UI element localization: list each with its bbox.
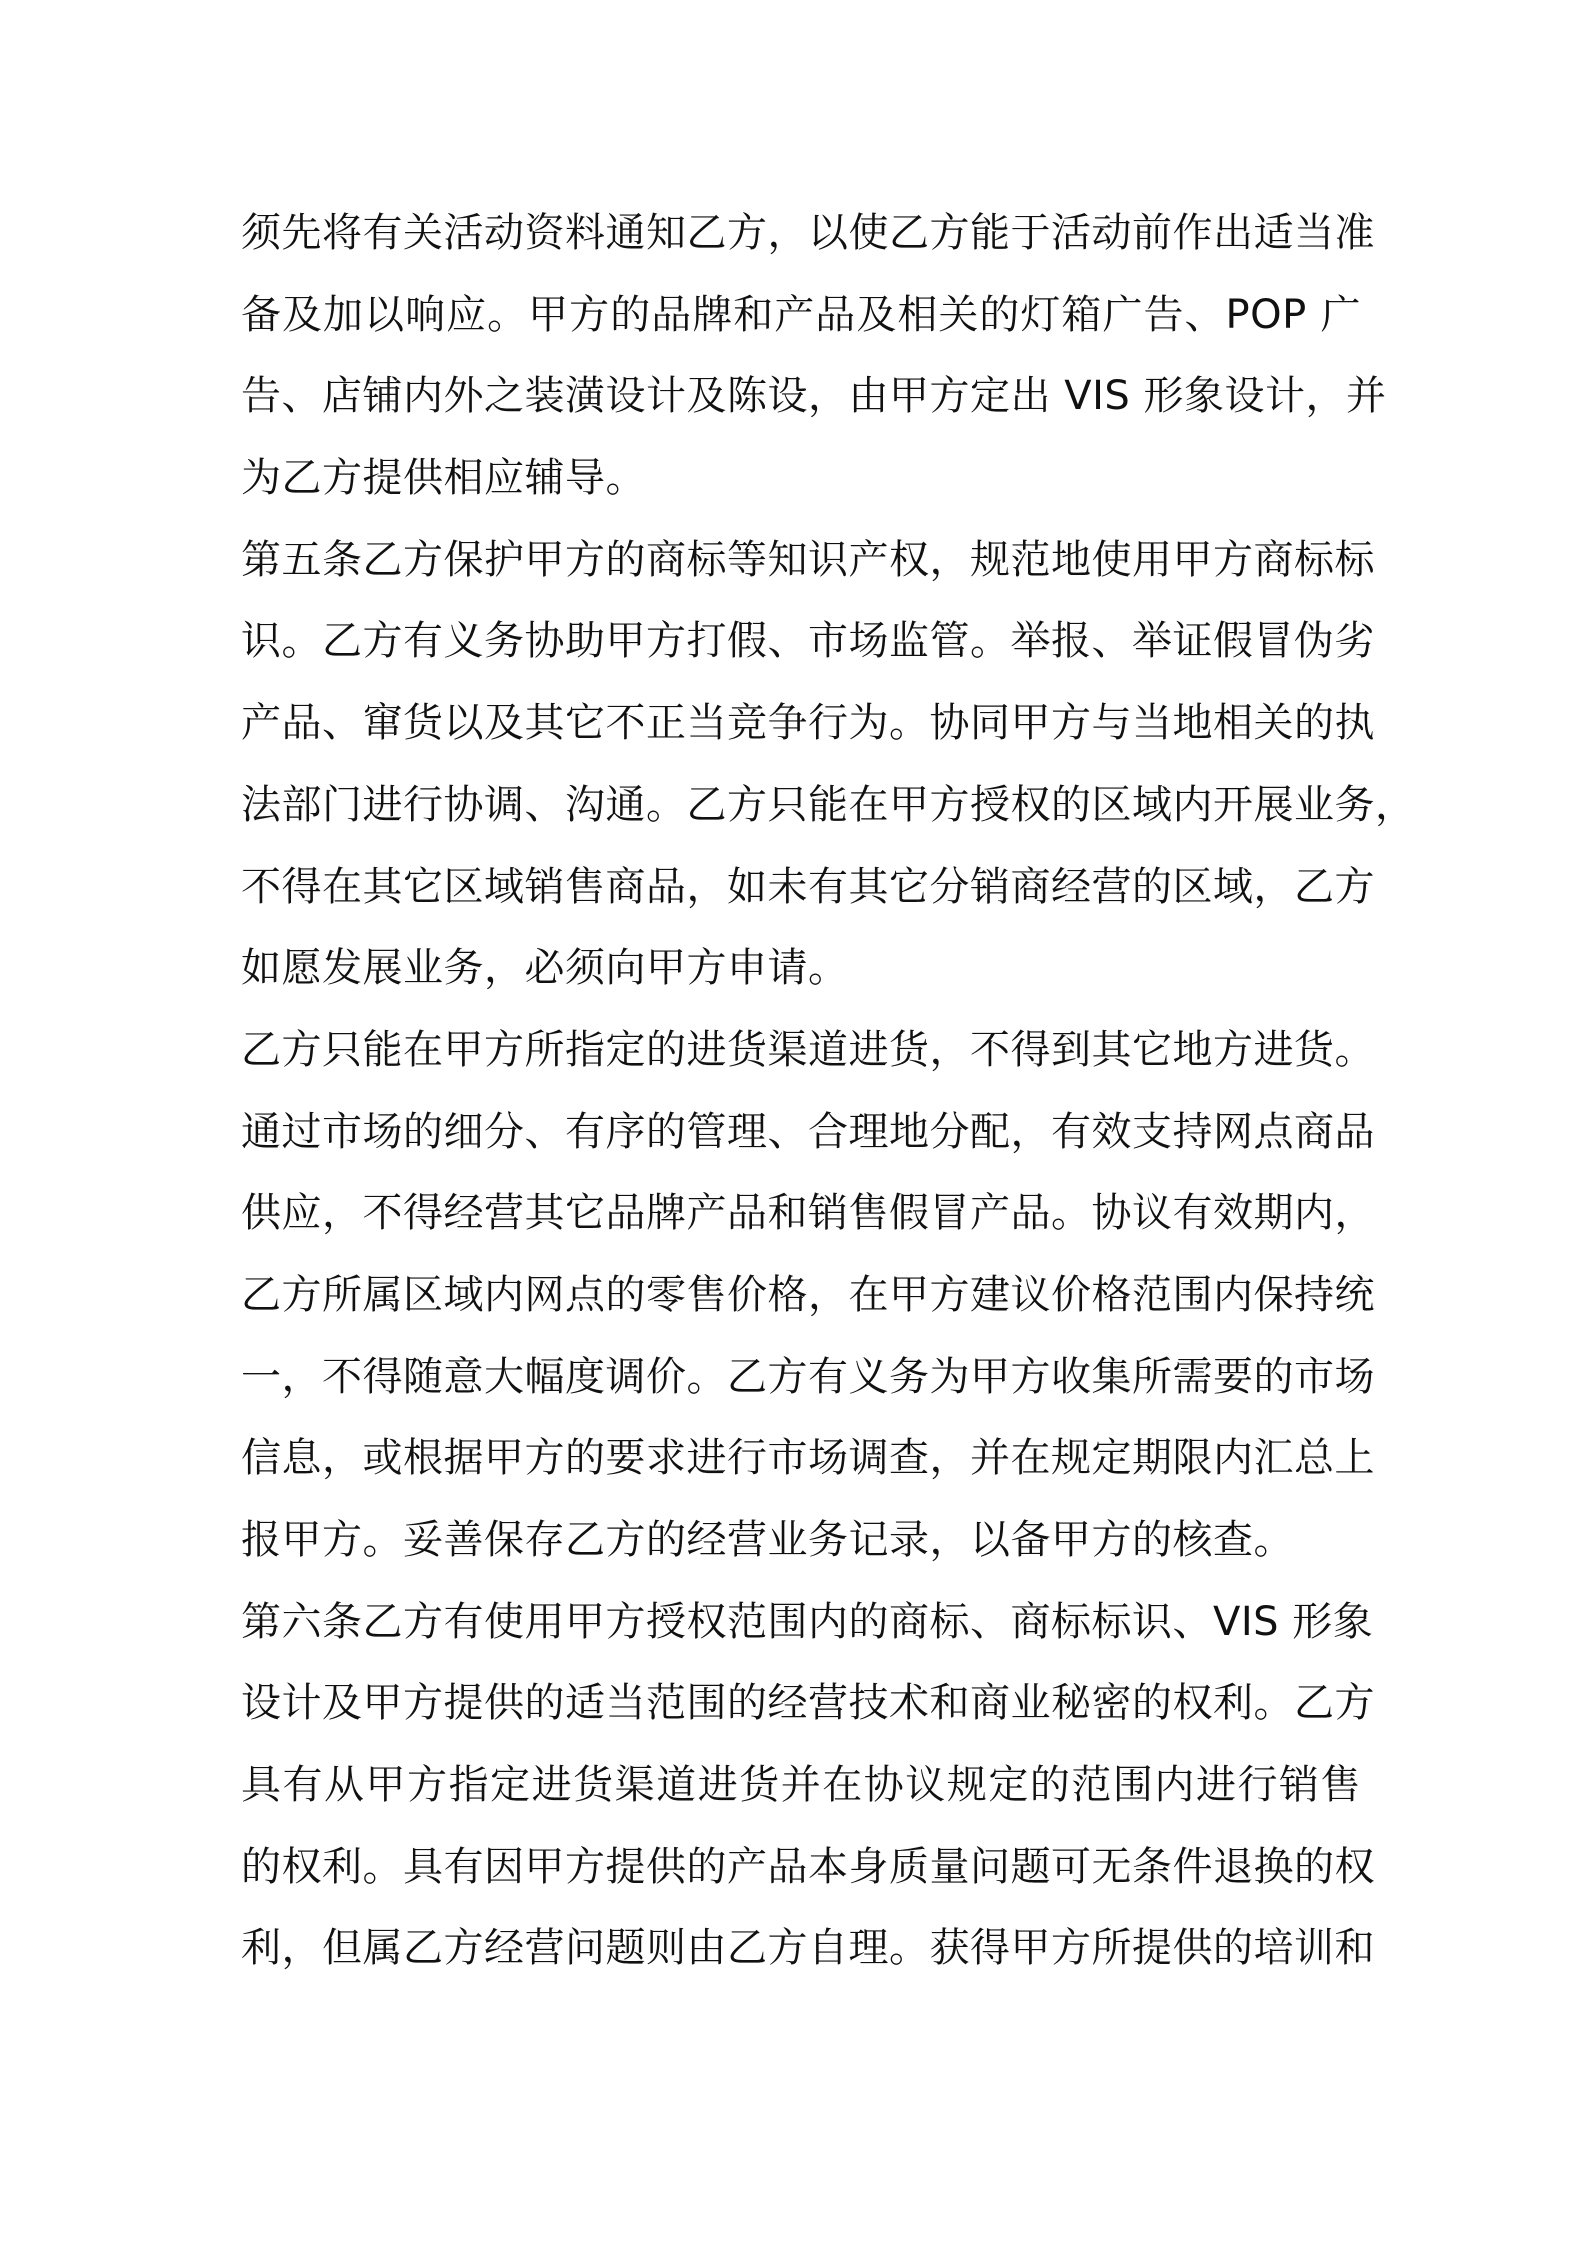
text-line-21: 的权利。具有因甲方提供的产品本身质量问题可无条件退换的权 [241, 1843, 1375, 1890]
text-line-4: 为乙方提供相应辅导。 [241, 455, 646, 502]
text-line-19: 设计及甲方提供的适当范围的经营技术和商业秘密的权利。乙方 [241, 1680, 1375, 1727]
text-line-16: 信息，或根据甲方的要求进行市场调查，并在规定期限内汇总上 [241, 1435, 1375, 1482]
text-line-11: 乙方只能在甲方所指定的进货渠道进货，不得到其它地方进货。 [241, 1026, 1375, 1073]
text-line-3: 告、店铺内外之装潢设计及陈设，由甲方定出 VIS 形象设计，并 [241, 373, 1387, 420]
text-line-5: 第五条乙方保护甲方的商标等知识产权，规范地使用甲方商标标 [241, 536, 1375, 583]
text-line-2: 备及加以响应。甲方的品牌和产品及相关的灯箱广告、POP 广 [241, 291, 1361, 338]
text-line-20: 具有从甲方指定进货渠道进货并在协议规定的范围内进行销售 [241, 1762, 1361, 1809]
text-line-12: 通过市场的细分、有序的管理、合理地分配，有效支持网点商品 [241, 1108, 1375, 1155]
text-line-6: 识。乙方有义务协助甲方打假、市场监管。举报、举证假冒伪劣 [241, 618, 1375, 665]
text-line-18: 第六条乙方有使用甲方授权范围内的商标、商标标识、VIS 形象 [241, 1598, 1374, 1645]
text-line-8: 法部门进行协调、沟通。乙方只能在甲方授权的区域内开展业务， [241, 781, 1416, 828]
text-line-15: 一，不得随意大幅度调价。乙方有义务为甲方收集所需要的市场 [241, 1353, 1375, 1400]
text-line-14: 乙方所属区域内网点的零售价格，在甲方建议价格范围内保持统 [241, 1271, 1375, 1318]
document-body [241, 193, 1416, 1990]
text-line-1: 须先将有关活动资料通知乙方，以使乙方能于活动前作出适当准 [241, 210, 1375, 256]
text-line-22: 利，但属乙方经营问题则由乙方自理。获得甲方所提供的培训和 [241, 1925, 1375, 1972]
text-line-17: 报甲方。妥善保存乙方的经营业务记录，以备甲方的核查。 [241, 1517, 1294, 1563]
text-line-10: 如愿发展业务，必须向甲方申请。 [241, 945, 849, 992]
text-line-7: 产品、窜货以及其它不正当竞争行为。协同甲方与当地相关的执 [241, 700, 1375, 747]
text-line-13: 供应，不得经营其它品牌产品和销售假冒产品。协议有效期内， [241, 1190, 1375, 1237]
text-line-9: 不得在其它区域销售商品，如未有其它分销商经营的区域，乙方 [241, 863, 1375, 910]
